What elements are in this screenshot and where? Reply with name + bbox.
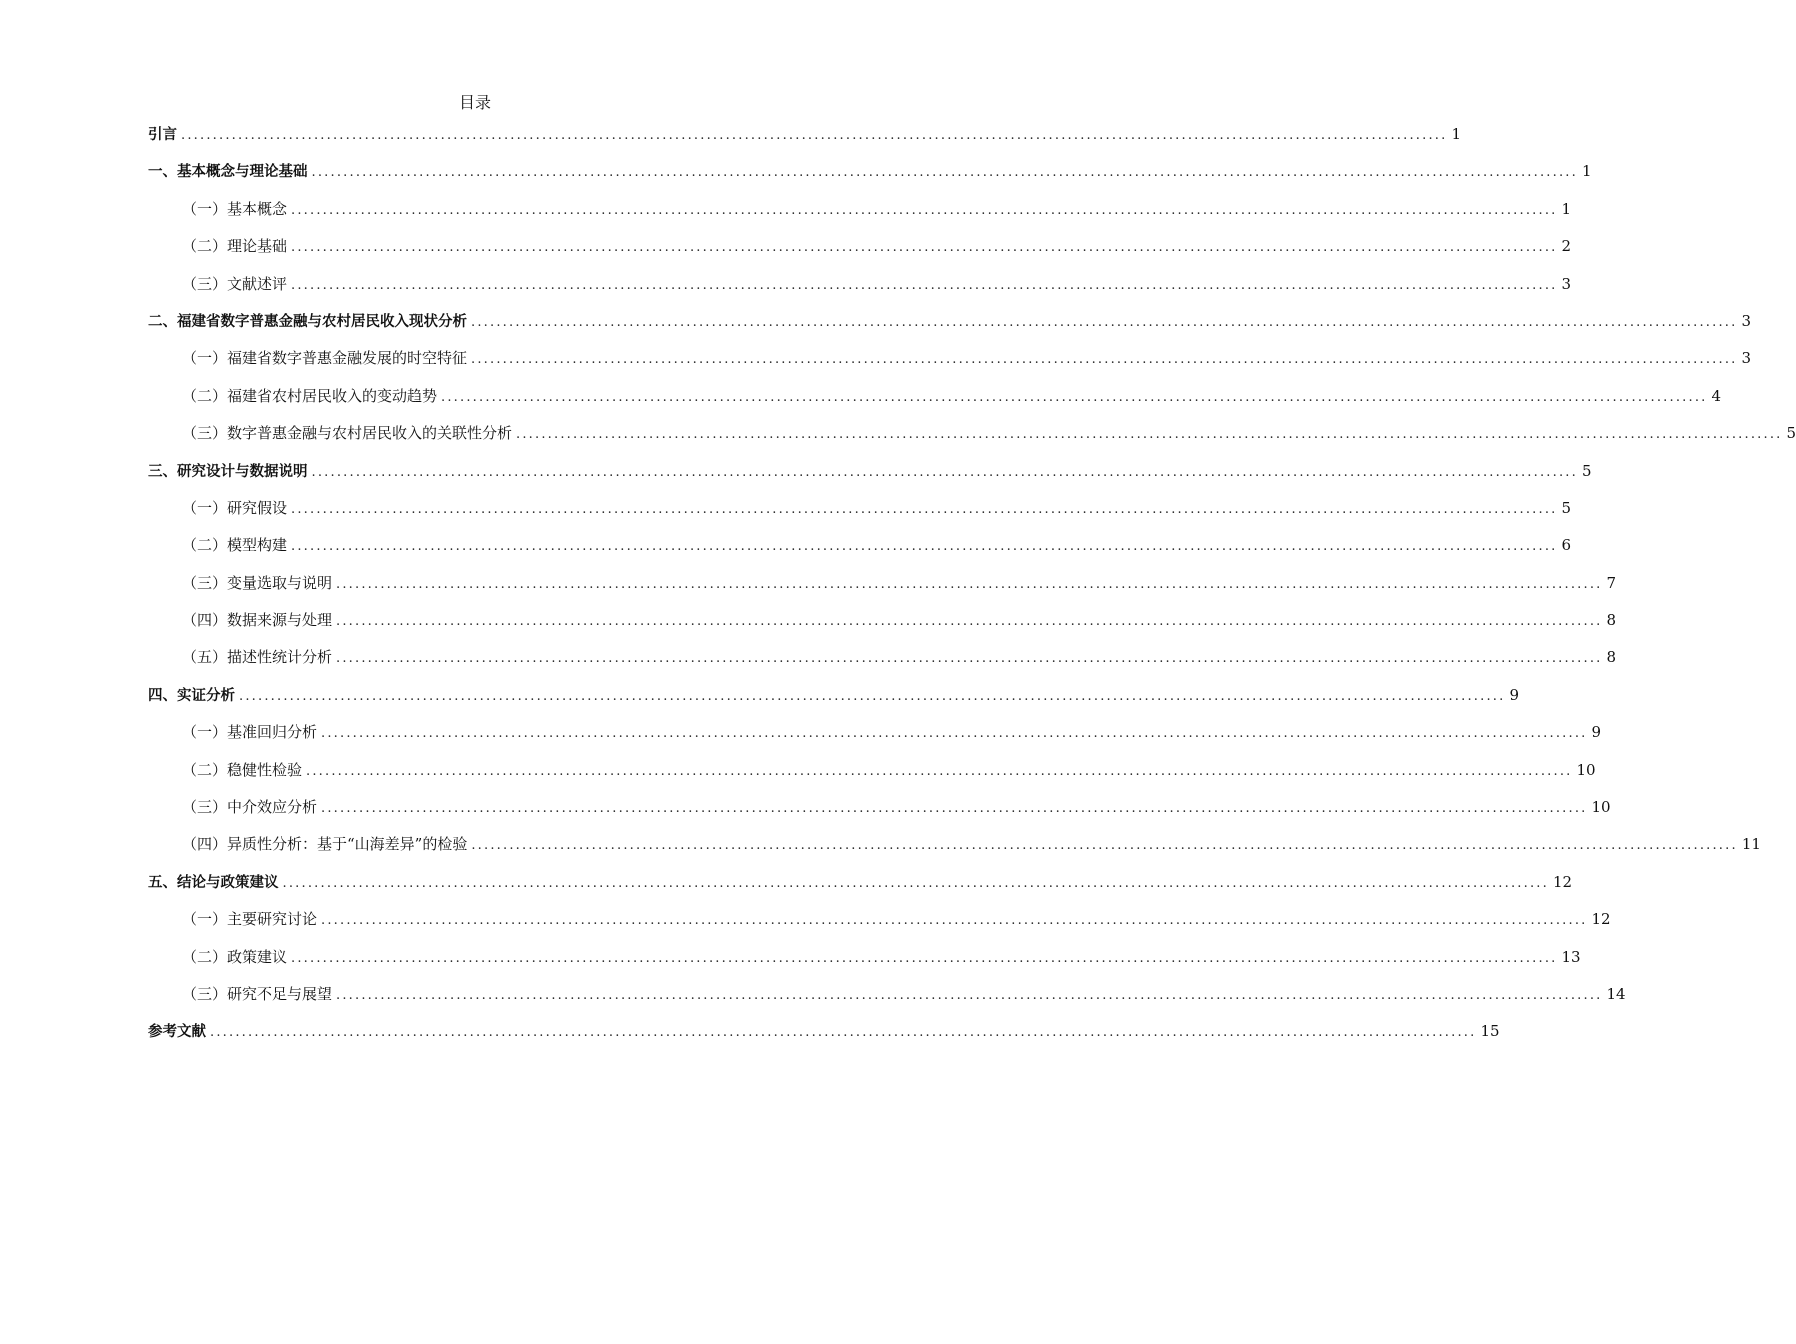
toc-leader-dots: ........................................................................................................................................................................................................	[291, 240, 1558, 256]
toc-entry-label: （二）模型构建	[182, 536, 288, 555]
toc-entry-label: （三）文献述评	[182, 274, 288, 293]
toc-entry-label: 五、结论与政策建议	[148, 874, 279, 891]
toc-entry-page-number: 3	[1561, 274, 1572, 293]
toc-entry-label: 三、研究设计与数据说明	[148, 463, 308, 480]
toc-entry-label: （二）稳健性检验	[182, 760, 303, 779]
toc-entry-page-number: 1	[1451, 125, 1462, 143]
toc-entry-label: 参考文献	[148, 1024, 206, 1041]
toc-entry[interactable]	[148, 460, 1592, 497]
toc-leader-dots: ........................................................................................................................................................................................................	[516, 427, 1783, 443]
toc-leader-dots: ........................................................................................................................................................................................................	[239, 688, 1506, 704]
toc-leader-dots: ........................................................................................................................................................................................................	[336, 576, 1603, 592]
toc-leader-dots: ........................................................................................................................................................................................................	[321, 801, 1588, 817]
toc-entry[interactable]	[148, 385, 1722, 422]
toc-leader-dots: ........................................................................................................................................................................................................	[291, 950, 1558, 966]
toc-entry[interactable]	[148, 983, 1626, 1020]
toc-entry-label: （三）变量选取与说明	[182, 573, 333, 592]
toc-entry-label: （一）研究假设	[182, 498, 288, 517]
toc-entry-label: （三）中介效应分析	[182, 798, 318, 817]
toc-entry-label: 引言	[148, 127, 177, 143]
toc-entry-page-number: 12	[1552, 872, 1573, 891]
toc-entry[interactable]	[148, 908, 1611, 945]
toc-entry-label: （二）福建省农村居民收入的变动趋势	[182, 386, 438, 405]
toc-entry-page-number: 6	[1561, 536, 1572, 555]
toc-entry[interactable]	[148, 123, 1462, 160]
toc-entry-label: （一）主要研究讨论	[182, 910, 318, 929]
toc-entry[interactable]	[148, 160, 1592, 197]
toc-entry[interactable]	[148, 347, 1752, 384]
toc-leader-dots: ........................................................................................................................................................................................................	[321, 913, 1588, 929]
toc-entry-page-number: 1	[1561, 199, 1572, 218]
toc-entry-label: （三）数字普惠金融与农村居民收入的关联性分析	[182, 424, 513, 443]
toc-entry[interactable]	[148, 1020, 1500, 1057]
toc-entry-label: （二）政策建议	[182, 947, 288, 966]
toc-leader-dots: ........................................................................................................................................................................................................	[336, 987, 1603, 1003]
toc-entry[interactable]	[148, 534, 1572, 571]
toc-leader-dots: ........................................................................................................................................................................................................	[291, 539, 1558, 555]
toc-entry-label: 一、基本概念与理论基础	[148, 164, 308, 181]
toc-leader-dots: ........................................................................................................................................................................................................	[336, 614, 1603, 630]
toc-entry-page-number: 5	[1561, 498, 1572, 517]
toc-entry-page-number: 5	[1581, 461, 1592, 480]
toc-entry[interactable]	[148, 833, 1761, 870]
toc-entry-page-number: 8	[1606, 648, 1617, 667]
toc-leader-dots: ........................................................................................................................................................................................................	[311, 165, 1578, 181]
toc-entry-label: （四）异质性分析：基于“山海差异”的检验	[182, 835, 468, 854]
toc-entry-label: （一）基准回归分析	[182, 723, 318, 742]
toc-leader-dots: ........................................................................................................................................................................................................	[441, 389, 1708, 405]
toc-leader-dots: ........................................................................................................................................................................................................	[321, 726, 1588, 742]
toc-leader-dots: ........................................................................................................................................................................................................	[181, 128, 1448, 143]
toc-leader-dots: ........................................................................................................................................................................................................	[291, 501, 1558, 517]
toc-entry-page-number: 10	[1591, 798, 1611, 817]
toc-entry[interactable]	[148, 198, 1572, 235]
toc-entry-label: （五）描述性统计分析	[182, 648, 333, 667]
toc-entry-page-number: 3	[1741, 311, 1752, 330]
page-title: 目录	[458, 93, 491, 112]
toc-entry-page-number: 14	[1606, 984, 1626, 1003]
toc-entry-page-number: 4	[1711, 386, 1722, 405]
toc-entry[interactable]	[148, 684, 1520, 721]
toc-entry-page-number: 3	[1741, 349, 1752, 368]
toc-entry-page-number: 9	[1591, 723, 1602, 742]
toc-entry[interactable]	[148, 646, 1617, 683]
toc-leader-dots: ........................................................................................................................................................................................................	[311, 464, 1578, 480]
toc-entry-label: （三）研究不足与展望	[182, 984, 333, 1003]
toc-entry-page-number: 7	[1606, 573, 1617, 592]
toc-leader-dots: ........................................................................................................................................................................................................	[210, 1025, 1477, 1041]
toc-entry[interactable]	[148, 235, 1572, 272]
toc-entry-page-number: 11	[1741, 835, 1761, 854]
toc-leader-dots: ........................................................................................................................................................................................................	[291, 277, 1558, 293]
toc-entry-page-number: 15	[1480, 1022, 1500, 1041]
toc-leader-dots: ........................................................................................................................................................................................................	[306, 763, 1573, 779]
toc-entry-label: （四）数据来源与处理	[182, 611, 333, 630]
toc-entry[interactable]	[148, 572, 1617, 609]
toc-entry-page-number: 9	[1509, 685, 1520, 704]
toc-entry-page-number: 10	[1576, 760, 1596, 779]
toc-entry-page-number: 5	[1786, 424, 1796, 443]
toc-entry-page-number: 13	[1561, 947, 1581, 966]
toc-entry[interactable]	[148, 796, 1611, 833]
toc-entry-page-number: 1	[1581, 162, 1592, 181]
toc-entry[interactable]	[148, 609, 1617, 646]
toc-entry-label: （二）理论基础	[182, 237, 288, 256]
toc-entry[interactable]	[148, 273, 1572, 310]
toc-entry[interactable]	[148, 946, 1581, 983]
toc-leader-dots: ........................................................................................................................................................................................................	[336, 651, 1603, 667]
toc-entry-page-number: 2	[1561, 237, 1572, 256]
toc-entry[interactable]	[148, 721, 1602, 758]
toc-leader-dots: ........................................................................................................................................................................................................	[282, 875, 1549, 891]
toc-entry-label: （一）基本概念	[182, 199, 288, 218]
table-of-contents	[148, 123, 1796, 1058]
toc-entry[interactable]	[148, 759, 1596, 796]
toc-leader-dots: ........................................................................................................................................................................................................	[471, 314, 1738, 330]
toc-leader-dots: ........................................................................................................................................................................................................	[471, 838, 1738, 854]
toc-leader-dots: ........................................................................................................................................................................................................	[471, 352, 1738, 368]
toc-entry[interactable]	[148, 422, 1796, 459]
toc-entry-page-number: 12	[1591, 910, 1611, 929]
toc-entry-label: （一）福建省数字普惠金融发展的时空特征	[182, 349, 468, 368]
toc-entry-label: 二、福建省数字普惠金融与农村居民收入现状分析	[148, 313, 467, 330]
toc-entry[interactable]	[148, 310, 1752, 347]
toc-entry[interactable]	[148, 497, 1572, 534]
toc-leader-dots: ........................................................................................................................................................................................................	[291, 202, 1558, 218]
toc-entry[interactable]	[148, 871, 1573, 908]
toc-entry-page-number: 8	[1606, 611, 1617, 630]
toc-entry-label: 四、实证分析	[148, 687, 235, 704]
